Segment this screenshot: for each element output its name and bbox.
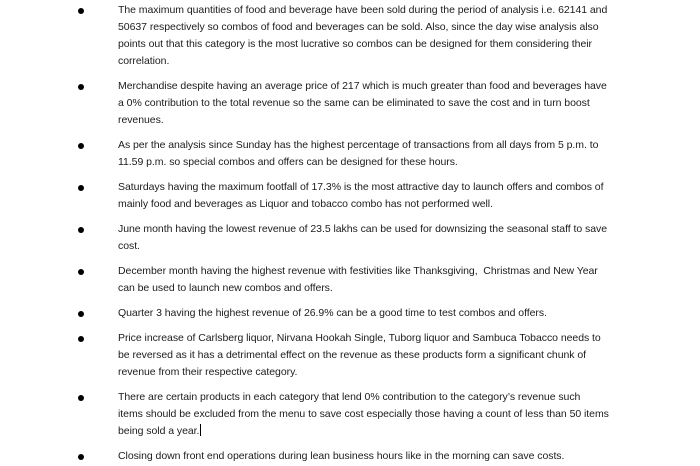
text-line[interactable] [118,364,680,381]
bullet-icon [78,269,84,275]
text-line-content[interactable]: can be used to launch new combos and offers. [118,282,333,294]
list-item [78,137,680,171]
text-line[interactable] [118,423,680,440]
text-line[interactable] [118,19,680,36]
bullet-paragraph[interactable] [118,448,680,465]
list-item [78,2,680,70]
bullet-paragraph[interactable] [118,137,680,171]
text-line[interactable] [118,154,680,171]
text-line-content[interactable]: As per the analysis since Sunday has the highest percentage of transactions from all days from 5 p.m. to [118,139,599,151]
text-line-content[interactable]: mainly food and beverages as Liquor and tobacco combo has not performed well. [118,198,493,210]
text-line-content[interactable]: The maximum quantities of food and beverage have been sold during the period of analysis i.e. 62141 and [118,4,608,16]
bullet-paragraph[interactable] [118,221,680,255]
bullet-icon [78,143,84,149]
text-line-content[interactable]: points out that this category is the most lucrative so combos can be designed for them considering their [118,38,592,50]
text-line[interactable] [118,305,680,322]
bullet-paragraph[interactable] [118,389,680,440]
text-line[interactable] [118,238,680,255]
text-line-content[interactable]: items should be excluded from the menu to save cost especially those having a count of less than 50 items [118,408,609,420]
text-line-content[interactable]: Merchandise despite having an average price of 217 which is much greater than food and beverages have [118,80,607,92]
text-line-content[interactable]: 50637 respectively so combos of food and beverages can be sold. Also, since the day wise analysis also [118,21,599,33]
text-line[interactable] [118,78,680,95]
text-line[interactable] [118,112,680,129]
bullet-paragraph[interactable] [118,305,680,322]
text-line-content[interactable]: revenues. [118,114,164,126]
text-line[interactable] [118,389,680,406]
bullet-icon [78,395,84,401]
bullet-icon [78,454,84,460]
text-line-content[interactable]: revenue from their respective category. [118,366,298,378]
text-line-content[interactable]: cost. [118,240,140,252]
bullet-icon [78,311,84,317]
text-line[interactable] [118,196,680,213]
text-line[interactable] [118,263,680,280]
text-line[interactable] [118,347,680,364]
bullet-icon [78,8,84,14]
list-item [78,221,680,255]
text-line[interactable] [118,330,680,347]
text-line[interactable] [118,179,680,196]
bullet-paragraph[interactable] [118,78,680,129]
bullet-icon [78,227,84,233]
bullet-icon [78,185,84,191]
bullet-icon [78,84,84,90]
text-line-content[interactable]: be reversed as it has a detrimental effect on the revenue as these products form a significant chunk of [118,349,587,361]
text-line[interactable] [118,95,680,112]
bullet-paragraph[interactable] [118,179,680,213]
text-line-content[interactable]: There are certain products in each category that lend 0% contribution to the category’s revenue such [118,391,581,403]
list-item [78,78,680,129]
text-line-content[interactable]: Closing down front end operations during lean business hours like in the morning can save costs. [118,450,565,462]
text-line-content[interactable]: Price increase of Carlsberg liquor, Nirvana Hookah Single, Tuborg liquor and Sambuca Tobacco needs to [118,332,601,344]
text-line[interactable] [118,2,680,19]
text-line[interactable] [118,53,680,70]
text-line-content[interactable]: December month having the highest revenue with festivities like Thanksgiving, Christmas and New Year [118,265,598,277]
list-item [78,389,680,440]
text-line-content[interactable]: June month having the lowest revenue of 23.5 lakhs can be used for downsizing the seasonal staff to save [118,223,608,235]
text-line-content[interactable]: being sold a year. [118,425,200,437]
text-cursor [200,424,201,436]
text-line[interactable] [118,137,680,154]
list-item [78,263,680,297]
bullet-paragraph[interactable] [118,330,680,381]
text-line[interactable] [118,221,680,238]
text-line[interactable] [118,448,680,465]
bullet-paragraph[interactable] [118,263,680,297]
list-item [78,305,680,322]
text-line-content[interactable]: Quarter 3 having the highest revenue of 26.9% can be a good time to test combos and offers. [118,307,547,319]
text-line-content[interactable]: 11.59 p.m. so special combos and offers can be designed for these hours. [118,156,458,168]
bullet-icon [78,336,84,342]
list-item [78,179,680,213]
text-line-content[interactable]: correlation. [118,55,170,67]
text-line[interactable] [118,280,680,297]
list-item [78,330,680,381]
bullet-paragraph[interactable] [118,2,680,70]
text-line[interactable] [118,406,680,423]
text-line-content[interactable]: a 0% contribution to the total revenue so the same can be eliminated to save the cost and in turn boost [118,97,590,109]
list-item [78,448,680,465]
text-line[interactable] [118,36,680,53]
text-line-content[interactable]: Saturdays having the maximum footfall of 17.3% is the most attractive day to launch offers and combos of [118,181,604,193]
